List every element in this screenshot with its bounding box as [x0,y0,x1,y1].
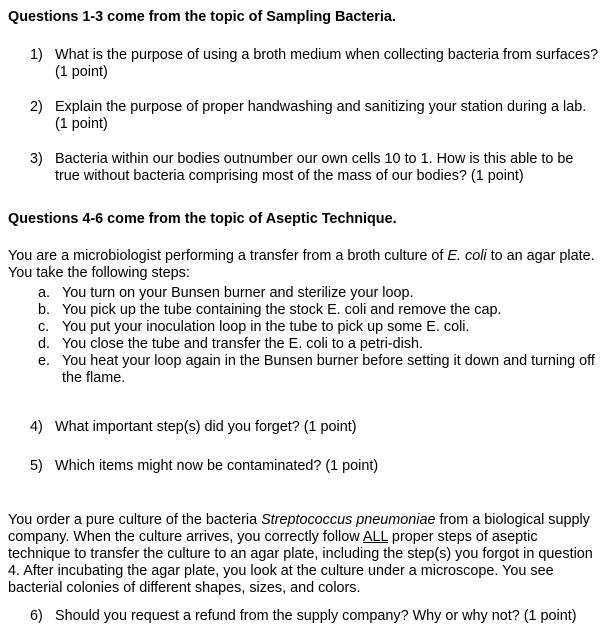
intro-text-1: You are a microbiologist performing a transfer from a broth culture of [8,248,448,264]
step-b-text: You pick up the tube containing the stock E. coli and remove the cap. [62,302,502,318]
procedure-steps-list [8,285,602,387]
step-a-text: You turn on your Bunsen burner and sterilize your loop. [62,285,414,301]
question-2-text: Explain the purpose of proper handwashing and sanitizing your station during a lab. (1 point) [55,99,587,132]
species-name-ecoli: E. coli [447,248,487,264]
step-e [38,353,602,387]
question-5-number: 5) [30,458,43,474]
step-d-letter: d. [38,336,51,352]
emphasis-all: ALL [362,529,388,545]
question-4-text: What important step(s) did you forget? (1 point) [55,419,357,435]
step-d-text: You close the tube and transfer the E. coli to a petri-dish. [62,336,424,352]
question-1-text: What is the purpose of using a broth medium when collecting bacteria from surfaces? (1 point) [55,47,599,80]
step-c-text: You put your inoculation loop in the tube to pick up some E. coli. [62,319,470,335]
species-name-streptococcus: Streptococcus pneumoniae [261,512,436,528]
question-6-text: Should you request a refund from the supply company? Why or why not? (1 point) [55,608,577,624]
question-2-number: 2) [30,99,43,115]
question-1 [30,47,602,81]
aseptic-intro-paragraph [8,248,602,282]
scenario-text-2: from a biological supply company. When the culture arrives, you correctly follow [8,512,590,545]
question-2 [30,99,602,133]
scenario-text-1: You order a pure culture of the bacteria [8,512,262,528]
question-6-number: 6) [30,608,43,624]
step-e-text: You heat your loop again in the Bunsen burner before setting it down and turning off the flame. [62,353,595,386]
intro-text-2: to an agar plate. You take the following steps: [8,248,595,281]
step-b [38,302,602,319]
step-d [38,336,602,353]
question-5 [30,458,602,475]
scenario-paragraph [8,512,602,597]
question-4-number: 4) [30,419,43,435]
section2-heading: Questions 4-6 come from the topic of Aseptic Technique. [8,211,397,227]
step-e-letter: e. [38,353,51,369]
step-b-letter: b. [38,302,51,318]
question-3 [30,151,602,185]
question-3-number: 3) [30,151,43,167]
scenario-text-3: proper steps of aseptic technique to transfer the culture to an agar plate, including the step(s) you forgot in question 4. After incubating the agar plate, you look at the culture under a microscope. You see bacterial colonies of different shapes, sizes, and colors. [8,529,593,596]
step-c [38,319,602,336]
question-3-text: Bacteria within our bodies outnumber our own cells 10 to 1. How is this able to be true without bacteria comprising most of the mass of our bodies? (1 point) [55,151,574,184]
question-5-text: Which items might now be contaminated? (1 point) [55,458,379,474]
step-a [38,285,602,302]
step-c-letter: c. [38,319,50,335]
step-a-letter: a. [38,285,51,301]
question-1-number: 1) [30,47,43,63]
section1-heading: Questions 1-3 come from the topic of Sampling Bacteria. [8,9,396,25]
question-4 [30,419,602,436]
question-6 [30,608,602,625]
